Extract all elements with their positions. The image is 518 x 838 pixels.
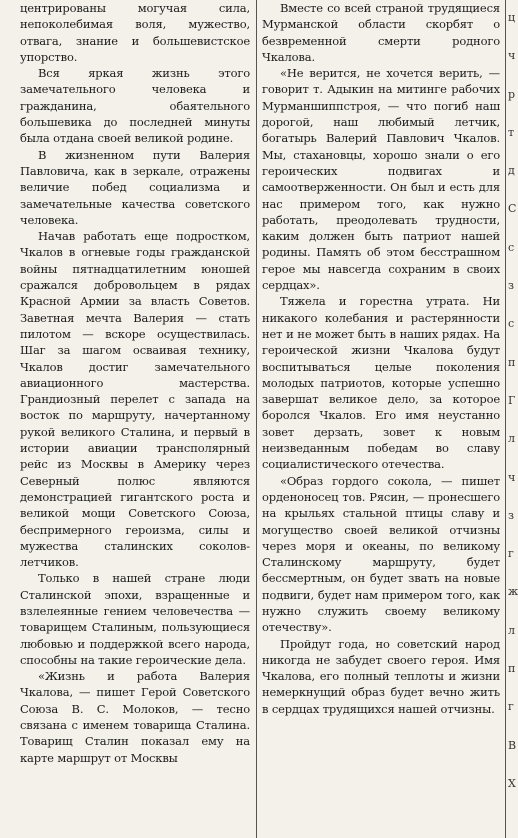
paragraph: «Образ гордого сокола, — пишет орденоносец тов. Рясин, — пронесшего на крыльях стальной птицы славу и могущество своей великой отчизны через моря и океаны, по великому Сталинскому маршруту, будет бессмертным, он будет звать на новые подвиги, будет нам примером того, как нужно служить своему великому отечеству». bbox=[262, 473, 500, 635]
margin-letter: р bbox=[508, 87, 516, 101]
margin-letter: Х bbox=[508, 776, 516, 790]
margin-letter: п bbox=[508, 662, 516, 676]
paragraph: Вместе со всей страной трудящиеся Мурманской области скорбят о безвременной смерти родного Чкалова. bbox=[262, 1, 500, 64]
margin-letter: ц bbox=[508, 11, 516, 24]
paragraph: Только в нашей стране люди Сталинской эпохи, взращенные и взлелеянные гением человечества — товарищем Сталиным, пользующиеся любовью и поддержкой всего народа, способны на такие героические дела. bbox=[20, 571, 250, 667]
margin-letter: з bbox=[508, 508, 514, 522]
article-column-right bbox=[262, 0, 500, 717]
column-divider bbox=[256, 0, 257, 838]
paragraph: «Не верится, не хочется верить, — говорит т. Адыкин на митинге рабочих Мурманшиппстроя, — что погиб наш дорогой, наш любимый летчик, богатырь Валерий Павлович Чкалов. Мы, стахановцы, хорошо знали о его героических подвигах и самоотверженности. Он был и есть для нас примером того, как нужно работать, преодолевать трудности, каким должен быть патриот нашей родины. Память об этом бесстрашном герое мы навсегда сохраним в своих сердцах». bbox=[262, 66, 500, 293]
margin-letter: л bbox=[508, 432, 515, 446]
margin-letter: з bbox=[508, 279, 514, 293]
article-column-left bbox=[20, 0, 250, 766]
paragraph: Вся яркая жизнь этого замечательного человека и гражданина, обаятельного большевика до последней минуты была отдана своей великой родине. bbox=[20, 66, 250, 146]
column-divider bbox=[505, 0, 506, 838]
margin-letter: ж bbox=[508, 585, 518, 599]
paragraph: «Жизнь и работа Валерия Чкалова, — пишет Герой Советского Союза В. С. Молоков, — тесно связана с именем товарища Сталина. Товарищ Сталин показал ему на карте маршрут от Москвы bbox=[20, 669, 250, 765]
margin-letter: п bbox=[508, 355, 516, 369]
paragraph: Тяжела и горестна утрата. Ни никакого колебания и растерянности нет и не может быть в наших рядах. На героической жизни Чкалова будут воспитываться целые поколения молодых патриотов, которые успешно завершат великое дело, за которое боролся Чкалов. Его имя неустанно зовет дерзать, зовет к новым неизведанным победам во славу социалистического отечества. bbox=[262, 294, 500, 472]
margin-letter: с bbox=[508, 240, 515, 254]
margin-letter: л bbox=[508, 623, 515, 637]
margin-letter: Г bbox=[508, 393, 516, 407]
adjacent-column-fragment bbox=[508, 0, 516, 838]
margin-letter: с bbox=[508, 317, 515, 331]
paragraph: Начав работать еще подростком, Чкалов в огневые годы гражданской войны пятнадцатилетним юношей сражался добровольцем в рядах Красной Армии за власть Советов. Заветная мечта Валерия — стать пилотом — вскоре осуществилась. Шаг за шагом осваивая технику, Чкалов достиг замечательного авиационного мастерства. Грандиозный перелет с запада на восток по маршруту, начертанному рукой великого Сталина, и первый в истории авиации трансполярный рейс из Москвы в Америку через Северный полюс являются демонстрацией гигантского роста и великой мощи Советского Союза, беспримерного героизма, силы и мужества сталинских соколов-летчиков. bbox=[20, 229, 250, 570]
margin-letter: ч bbox=[508, 49, 516, 63]
margin-letter: д bbox=[508, 164, 515, 178]
margin-letter: г bbox=[508, 700, 514, 714]
margin-letter: С bbox=[508, 202, 517, 216]
paragraph: В жизненном пути Валерия Павловича, как в зеркале, отражены величие побед социализма и замечательные качества советского человека. bbox=[20, 147, 250, 227]
margin-letter: В bbox=[508, 738, 517, 752]
paragraph: центрированы могучая сила, непоколебимая воля, мужество, отвага, знание и большевистское упорство. bbox=[20, 1, 250, 64]
margin-letter: г bbox=[508, 547, 514, 561]
margin-letter: т bbox=[508, 125, 515, 139]
margin-letter: ч bbox=[508, 470, 516, 484]
paragraph: Пройдут года, но советский народ никогда не забудет своего героя. Имя Чкалова, его полный теплоты и жизни немеркнущий образ будет вечно жить в сердцах трудящихся нашей отчизны. bbox=[262, 636, 500, 716]
